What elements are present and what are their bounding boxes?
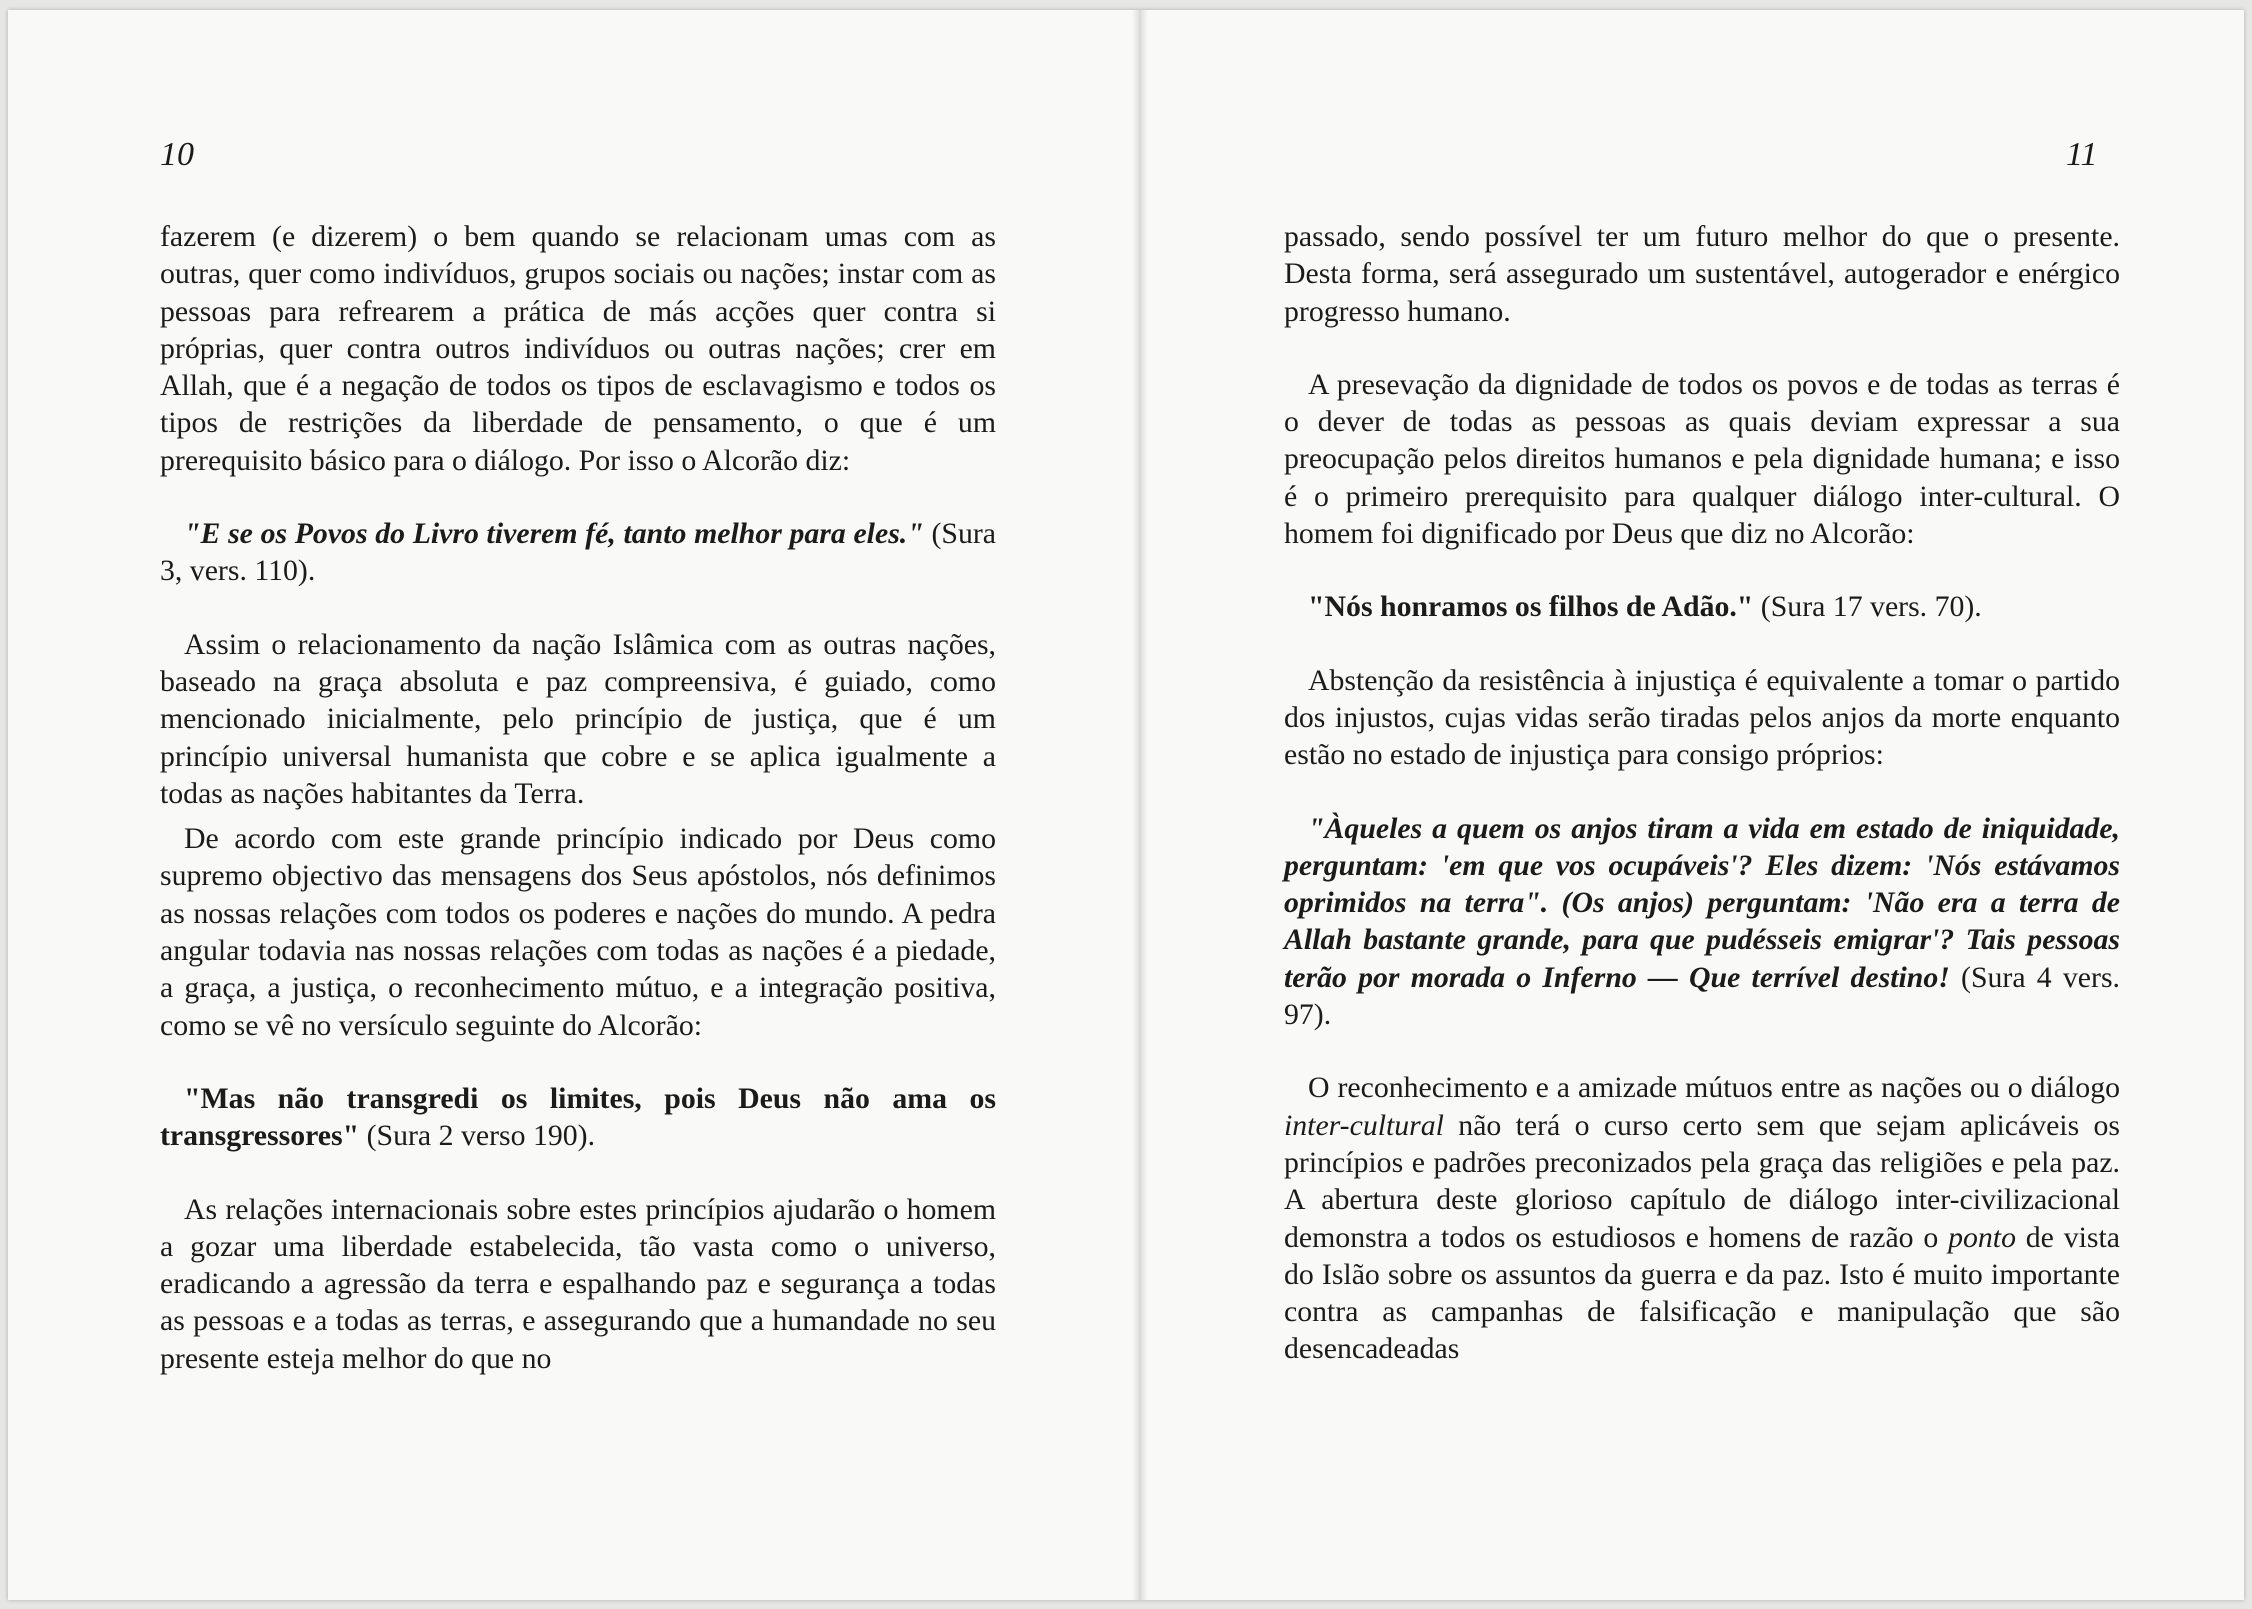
quote-reference: (Sura 3, vers. 110). [160,517,996,588]
quote-text: "Nós honramos os filhos de Adão." [1308,590,1754,624]
paragraph: Abstenção da resistência à injustiça é equivalente a tomar o partido dos injustos, cujas vidas serão tiradas pelos anjos da morte enquanto estão no estado de injustiça para consigo próprios: [1284,663,2120,772]
paragraph: fazerem (e dizerem) o bem quando se relacionam umas com as outras, quer como indivíduos, grupos sociais ou nações; instar com as pessoas para refrearem a prática de más acções quer contra si próprias, quer contra outros indivíduos ou outras nações; crer em Allah, que é a negação de todos os tipos de esclavagismo e todos os tipos de restrições da liberdade de pensamento, o que é um prerequisito básico para o diálogo. Por isso o Alcorão diz: [160,220,996,477]
quote-text: "Mas não transgredi os limites, pois Deus não ama os transgressores" [160,1081,996,1153]
quote-reference: (Sura 2 verso 190). [359,1119,596,1153]
paragraph: De acordo com este grande princípio indicado por Deus como supremo objectivo das mensagens dos Seus apóstolos, nós definimos as nossas relações com todos os poderes e nações do mundo. A pedra angular todavia nas nossas relações com todas as nações é a piedade, a graça, a justiça, o reconhecimento mútuo, e a integração positiva, como se vê no versículo seguinte do Alcorão: [160,822,996,1042]
emphasis-text: ponto [1948,1220,2016,1254]
paragraph: A presevação da dignidade de todos os povos e de todas as terras é o dever de todas as pessoas as quais deviam expressar a sua preocupação pelos direitos humanos e pela dignidade humana; e isso é o primeiro prerequisito para qualquer diálogo inter-cultural. O homem foi dignificado por Deus que diz no Alcorão: [1284,367,2120,551]
paragraph: As relações internacionais sobre estes princípios ajudarão o homem a gozar uma liberdade estabelecida, tão vasta como o universo, eradicando a agressão da terra e espalhando paz e segurança a todas as pessoas e a todas as terras, e assegurando que a humandade no seu presente esteja melhor do que no [160,1192,996,1375]
quote-paragraph [160,515,996,590]
page-number-right: 11 [2066,136,2098,173]
text-run: de vista do Islão sobre os assuntos da guerra e da paz. Isto é muito importante contra as campanhas de falsificação e manipulação que são desencadeadas [1284,1220,2120,1366]
book-gutter [1132,10,1148,1600]
quote-text: "Àqueles a quem os anjos tiram a vida em estado de iniquidade, perguntam: 'em que vos ocupáveis'? Eles dizem: 'Nós estávamos oprimidos na terra". (Os anjos) perguntam: 'Não era a terra de Allah bastante grande, para que pudésseis emigrar'? Tais pessoas terão por morada o Inferno — Que terrível destino! [1284,811,2120,994]
quote-paragraph [160,1080,996,1155]
paragraph [1284,1069,2120,1367]
paragraph: passado, sendo possível ter um futuro melhor do que o presente. Desta forma, será assegurado um sustentável, autogerador e enérgico progresso humano. [1284,220,2120,328]
book-spread [8,10,2244,1600]
quote-paragraph [1284,810,2120,1034]
right-page-text [1284,218,2120,1368]
quote-reference: (Sura 4 vers. 97). [1284,960,2120,1032]
page-number-left: 10 [160,136,194,173]
quote-text: "E se os Povos do Livro tiverem fé, tanto melhor para eles." [184,517,924,551]
text-run: O reconhecimento e a amizade mútuos entre as nações ou o diálogo [1308,1071,2120,1105]
quote-paragraph [1284,588,2120,625]
emphasis-text: inter-cultural [1284,1108,1444,1142]
paragraph: Assim o relacionamento da nação Islâmica com as outras nações, baseado na graça absoluta e paz compreensiva, é guiado, como mencionado inicialmente, pelo princípio de justiça, que é um princípio universal humanista que cobre e se aplica igualmente a todas as nações habitantes da Terra. [160,627,996,810]
text-run: não terá o curso certo sem que sejam aplicáveis os princípios e padrões preconizados pela graça das religiões e pela paz. A abertura deste glorioso capítulo de diálogo inter-civilizacional demonstra a todos os estudiosos e homens de razão o [1284,1108,2120,1254]
quote-reference: (Sura 17 vers. 70). [1753,590,1982,624]
left-page-text [160,218,996,1377]
